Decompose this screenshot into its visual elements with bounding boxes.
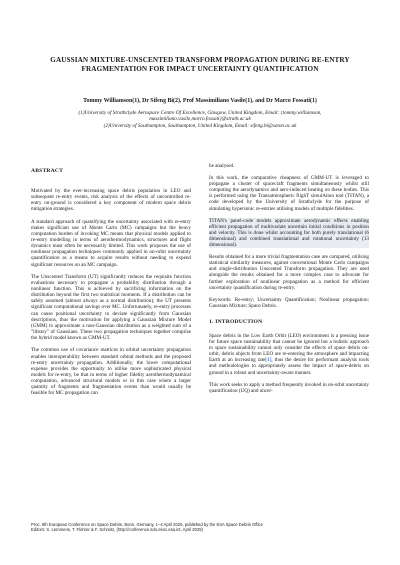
abstract-paragraph-6: TITAN's panel-code models approximate aerodynamic effects enabling efficient propagation of multivariate uncertain initial conditions in position and velocity. This is done whilst accounting for both purely translational (6 dimensional) and combined translational and rotational uncertainty (13 dimensional). <box>209 217 369 249</box>
introduction-paragraph-1 <box>209 333 369 376</box>
abstract-paragraph-3: The Unscented Transform (UT) significantly reduces the requisite function evaluations necessary to propagate a probability distribution through a nonlinear function. This is achieved by sacrificing information on the distribution beyond the first two statistical moments. If a distribution can be safely assumed (almost always as a normal distribution), the UT presents significant computational savings over MC. Unfortunately, re-entry processes can cause positional uncertainty to deviate significantly from Gaussian descriptions, thus the motivation for applying a Gaussian Mixture Model (GMM) to approximate a non-Gaussian distribution as a weighted sum of a "library" of Gaussians. These two propagation techniques together comprise the hybrid model known as GMM-UT. <box>31 274 191 341</box>
affiliations <box>52 110 348 129</box>
affiliation-southampton: (2)University of Southampton, Southampton, United Kingdom, Email: sifeng.bi@soton.ac.uk <box>103 122 297 129</box>
right-column <box>209 163 369 400</box>
footer-proceedings: Proc. 9th European Conference on Space Debris, Bonn, Germany, 1–4 April 2025, published by the ESA Space Debris Office <box>31 522 263 527</box>
keywords: Keywords: Re-entry; Uncertainty Quantification; Nonlinear propagation; Gaussian Mixture; Space Debris. <box>209 296 369 309</box>
abstract-paragraph-2: A standard approach of quantifying the uncertainty associated with re-entry makes significant use of Monte Carlo (MC) campaigns but the heavy computation burden of invoking MC means that physical models applied to re-entry modelling in terms of aerothermodynamics, structures and flight dynamics must often be necessarily limited. This work proposes the use of nonlinear propagation techniques commonly applied in on-orbit uncertainty quantification as a means to acquire results without needing to expend significant resources on an MC campaign. <box>31 218 191 268</box>
author-list: Tommy Williamson(1), Dr Sifeng Bi(2), Prof Massimiliano Vasile(1), and Dr Marco Fossati(1) <box>83 98 317 104</box>
abstract-paragraph-1: Motivated by the ever-increasing space debris population in LEO and subsequent re-entry events, risk analysis of the effects of uncontrolled re-entry on-ground is considered a key component of modern space debris mitigation strategies. <box>31 188 191 213</box>
introduction-paragraph-2: This work seeks to apply a method frequently invoked in on-orbit uncertainty quantification (UQ) and uncer- <box>209 381 369 394</box>
abstract-paragraph-5: In this work, the comparative cheapness of GMM-UT is leveraged to propagate a cluster of spacecraft fragments simultaneously whilst still computing the aerodynamics and aero-induced heating on these bodies. This is performed using the Transatmospheric flighT simulAtion tool (TITAN), a code developed by the University of Strathclyde for the purpose of simulating hypersonic re-entries utilising models of multiple fidelities. <box>209 175 369 212</box>
footer-editors: Editors: S. Lemmens, T. Flohrer & F. Schmitz, (http://conference.sdo.esoc.esa.int, April 2025) <box>31 527 203 533</box>
paper-title: GAUSSIAN MIXTURE-UNSCENTED TRANSFORM PROPAGATION DURING RE-ENTRY FRAGMENTATION FOR IMPACT UNCERTAINTY QUANTIFICATION <box>50 56 350 73</box>
introduction-text-1a: Space debris in the Low Earth Orbit (LEO) environment is a pressing issue for future space sustainability that cannot be ignored but a holistic approach to space sustainability cannot only consider the effects of space debris on-orbit, debris objects from LEO are re-entering the atmosphere and impacting Earth at an increasing rate <box>209 332 369 364</box>
abstract-heading: ABSTRACT <box>31 168 64 174</box>
abstract-paragraph-4: The common use of covariance matrices in orbital uncertainty propagation enables interoperability between standard orbital methods and the proposed re-entry uncertainty propagation. Additionally, the lower computational expense provides the opportunity to utilise more sophisticated physical models for re-entry, be that in terms of higher fidelity aerothermodynamical computation, advanced structural models or in this case where a larger quantity of fragments and fragmentation events than would usually be feasible for MC propagation can <box>31 347 191 397</box>
abstract-paragraph-4-continued: be analysed. <box>209 163 235 169</box>
introduction-text-1b: , thus the desire for performant analysis tools and methodologies to appropriately assess the impact of space-debris on ground in a robust and uncertainty-aware manner. <box>209 357 369 376</box>
affiliation-strathclyde: (1)University of Strathclyde Aerospace Centre Of Excellence, Glasgow, United Kingdom, Email: {tommy.williamson, massimiliano.vasile,marco.fossati}@strath.ac.uk <box>78 110 322 123</box>
introduction-heading: 1. INTRODUCTION <box>209 318 263 325</box>
left-column <box>31 168 191 403</box>
page-footer <box>31 522 371 533</box>
abstract-paragraph-7: Results obtained for a more trivial fragmentation case are compared, utilising statistical similarity measures, against conventional Monte Carlo campaigns and single-distribution Unscented Transform propagation. They are used alongside the results obtained for a more complex case to advocate for further exploration of nonlinear propagation as a method for efficient uncertainty quantification during re-entry. <box>209 254 369 291</box>
citation-link[interactable]: [1] <box>265 357 272 364</box>
